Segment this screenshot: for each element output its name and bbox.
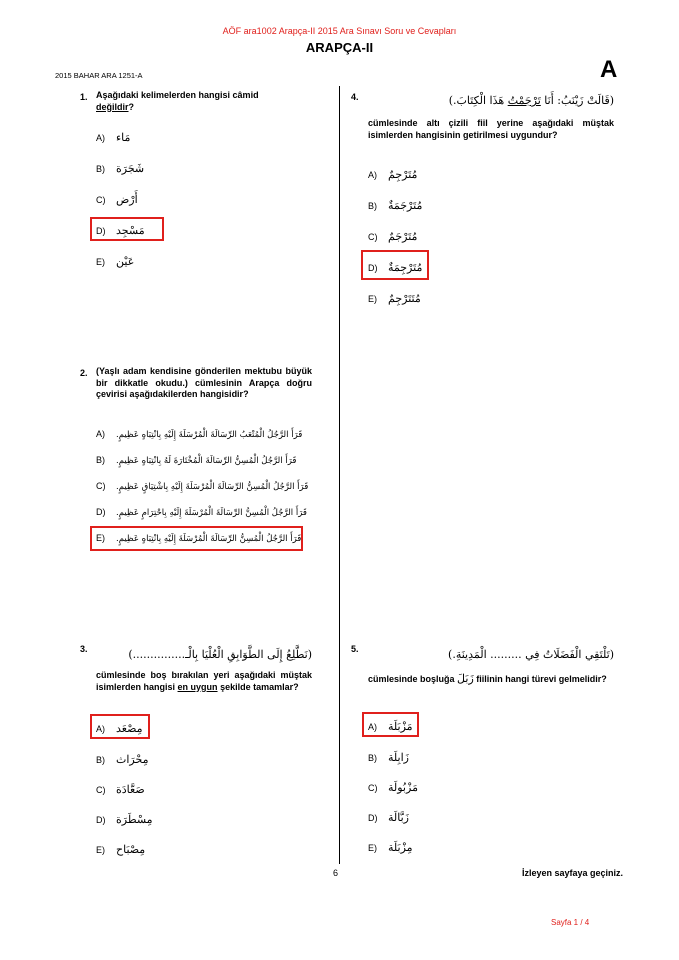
- q1-number: 1.: [80, 92, 88, 102]
- q5-root-verb: زَبَلَ: [457, 672, 474, 685]
- q5-option-d[interactable]: [368, 811, 409, 824]
- option-text: مِصْعَد: [116, 722, 143, 735]
- option-letter: A): [368, 170, 377, 180]
- q2-number: 2.: [80, 368, 88, 378]
- q2-option-c[interactable]: [96, 481, 308, 492]
- q4-answer-highlight: [361, 250, 429, 280]
- q3-option-d[interactable]: [96, 813, 153, 826]
- option-text: شَجَرَة: [116, 162, 145, 175]
- option-text: قَرَأَ الرَّجُلُ الْمُسِنُّ الرِّسَالَةَ الْمُخْتَارَةَ لَهُ بِانْتِبَاهٍ عَظِيمٍ.: [116, 456, 297, 466]
- option-text: مِزْبَلَة: [388, 841, 413, 854]
- q5-arabic-sentence: (تَلْتَقِي الْفَضَلَاتُ فِي ......... الْمَدِينَةِ.): [448, 648, 614, 661]
- option-letter: B): [96, 755, 105, 765]
- document-source-title: AÖF ara1002 Arapça-II 2015 Ara Sınavı Soru ve Cevapları: [222, 26, 457, 36]
- option-letter: C): [368, 783, 378, 793]
- q3-arabic-sentence: (نَطَّلِعُ إِلَى الطَّوَابِقِ الْعُلْيَا بِالْـ...............): [128, 648, 312, 661]
- q1-stem-end: ?: [128, 101, 135, 112]
- q4-option-c[interactable]: [368, 230, 417, 243]
- option-letter: D): [368, 263, 378, 273]
- q3-stem-emphasis: en uygun: [177, 681, 218, 692]
- option-letter: A): [96, 429, 105, 439]
- option-text: أَرْض: [116, 193, 138, 206]
- q5-number: 5.: [351, 644, 359, 654]
- subject-title: ARAPÇA-II: [305, 40, 374, 55]
- option-text: مُتَرْجَمَةٌ: [388, 199, 423, 212]
- page-counter: Sayfa 1 / 4: [551, 918, 590, 927]
- option-text: مَزْبُولَة: [388, 781, 418, 794]
- option-text: مَسْجِد: [116, 224, 145, 237]
- exam-session: 2015 BAHAR ARA 1251-A: [55, 71, 143, 80]
- q2-answer-highlight: [90, 526, 303, 551]
- q5-stem: [368, 673, 614, 686]
- q3-answer-highlight: [90, 714, 150, 739]
- q3-stem: [96, 670, 312, 693]
- option-text: مِسْطَرَة: [116, 813, 153, 826]
- q1-option-c[interactable]: [96, 193, 138, 206]
- option-text: زَبَّالَة: [388, 811, 409, 824]
- option-text: مُتَتَرْجِمٌ: [388, 292, 421, 305]
- option-text: قَرَأَ الرَّجُلُ الْمُسِنُّ الرِّسَالَةَ الْمُرْسَلَةَ إِلَيْهِ بِانْتِبَاهٍ عَظِيمٍ.: [116, 534, 302, 544]
- option-letter: C): [96, 195, 106, 205]
- option-text: صَعَّادَة: [116, 783, 145, 796]
- q5-stem-end: fiilinin hangi türevi gelmelidir?: [476, 674, 607, 684]
- q1-stem-text: Aşağıdaki kelimelerden hangisi câmid: [96, 90, 259, 100]
- q5-answer-highlight: [362, 712, 419, 737]
- option-letter: B): [96, 164, 105, 174]
- next-page-note: İzleyen sayfaya geçiniz.: [522, 868, 624, 878]
- option-text: مُتَرْجِمٌ: [388, 168, 418, 181]
- option-text: قَرَأَ الرَّجُلُ الْمُسِنُّ الرِّسَالَةَ الْمُرْسَلَةَ إِلَيْهِ بِاحْتِرَامٍ عَظِيمٍ.: [116, 508, 307, 518]
- option-letter: D): [368, 813, 378, 823]
- option-letter: E): [96, 533, 105, 543]
- option-text: قَرَأَ الرَّجُلُ الْمُتْعَبُ الرِّسَالَةَ الْمُرْسَلَةَ إِلَيْهِ بِانْتِبَاهٍ عَظِيمٍ.: [116, 430, 303, 440]
- q3-option-b[interactable]: [96, 753, 148, 766]
- q4-option-e[interactable]: [368, 292, 421, 305]
- option-letter: C): [96, 785, 106, 795]
- option-letter: B): [368, 753, 377, 763]
- q3-stem-end: şekilde tamamlar?: [220, 681, 299, 692]
- q2-option-a[interactable]: [96, 429, 302, 440]
- q2-stem: (Yaşlı adam kendisine gönderilen mektubu büyük bir dikkatle okudu.) cümlesinin Arapça doğru çevirisi aşağıdakilerden hangisidir?: [96, 366, 312, 399]
- q4-sentence-start: (قَالَتْ زَيْنَبُ: أَنَا: [544, 94, 614, 107]
- q4-option-b[interactable]: [368, 199, 422, 212]
- q1-option-e[interactable]: [96, 255, 134, 268]
- page-number: 6: [333, 868, 339, 878]
- option-letter: C): [368, 232, 378, 242]
- q1-option-b[interactable]: [96, 162, 144, 175]
- q4-option-a[interactable]: [368, 168, 417, 181]
- q4-underlined-verb: تَرْجَمْتُ: [507, 94, 541, 107]
- option-text: زَابِلَة: [388, 751, 409, 764]
- q5-option-e[interactable]: [368, 841, 413, 854]
- q3-stem-text: cümlesinde boş bırakılan yeri aşağıdaki müştak isimlerden hangisi: [96, 670, 312, 692]
- q1-stem: [96, 90, 312, 113]
- q1-stem-emphasis: değildir: [96, 101, 129, 112]
- option-text: عَيْن: [116, 255, 135, 268]
- option-letter: A): [96, 133, 105, 143]
- option-letter: C): [96, 481, 106, 491]
- option-letter: D): [96, 226, 106, 236]
- q4-stem: cümlesinde altı çizili fiil yerine aşağıdaki müştak isimlerden hangisinin getirilmesi uygundur?: [368, 118, 614, 140]
- option-text: مَزْبَلَة: [388, 720, 413, 733]
- q4-number: 4.: [351, 92, 359, 102]
- option-text: مِحْرَاث: [116, 753, 149, 766]
- q4-sentence-end: هَذَا الْكِتَابَ.): [448, 94, 505, 107]
- option-letter: B): [96, 455, 105, 465]
- option-letter: D): [96, 815, 106, 825]
- q2-option-b[interactable]: [96, 455, 296, 466]
- q5-option-c[interactable]: [368, 781, 418, 794]
- q2-option-d[interactable]: [96, 507, 307, 518]
- option-letter: E): [96, 845, 105, 855]
- option-letter: A): [368, 722, 377, 732]
- q4-arabic-sentence: [368, 94, 614, 107]
- column-divider: [339, 86, 340, 864]
- option-text: مَاء: [116, 131, 131, 144]
- q3-option-e[interactable]: [96, 843, 145, 856]
- option-letter: E): [368, 843, 377, 853]
- q5-stem-text: cümlesinde boşluğa: [368, 674, 455, 684]
- q3-option-c[interactable]: [96, 783, 145, 796]
- booklet-letter: A: [600, 56, 618, 83]
- q3-number: 3.: [80, 644, 88, 654]
- option-text: مِصْبَاح: [116, 843, 146, 856]
- q1-answer-highlight: [90, 217, 164, 241]
- option-letter: E): [368, 294, 377, 304]
- option-text: قَرَأَ الرَّجُلُ الْمُسِنُّ الرِّسَالَةَ الْمُرْسَلَةَ إِلَيْهِ بِاشْتِيَاقٍ عَظِيمٍ.: [116, 482, 309, 492]
- option-text: مُتَرْجَمٌ: [388, 230, 418, 243]
- q5-option-b[interactable]: [368, 751, 409, 764]
- option-text: مُتَرْجِمَةٌ: [388, 261, 423, 274]
- option-letter: A): [96, 724, 105, 734]
- q1-option-a[interactable]: [96, 131, 130, 144]
- option-letter: D): [96, 507, 106, 517]
- option-letter: E): [96, 257, 105, 267]
- option-letter: B): [368, 201, 377, 211]
